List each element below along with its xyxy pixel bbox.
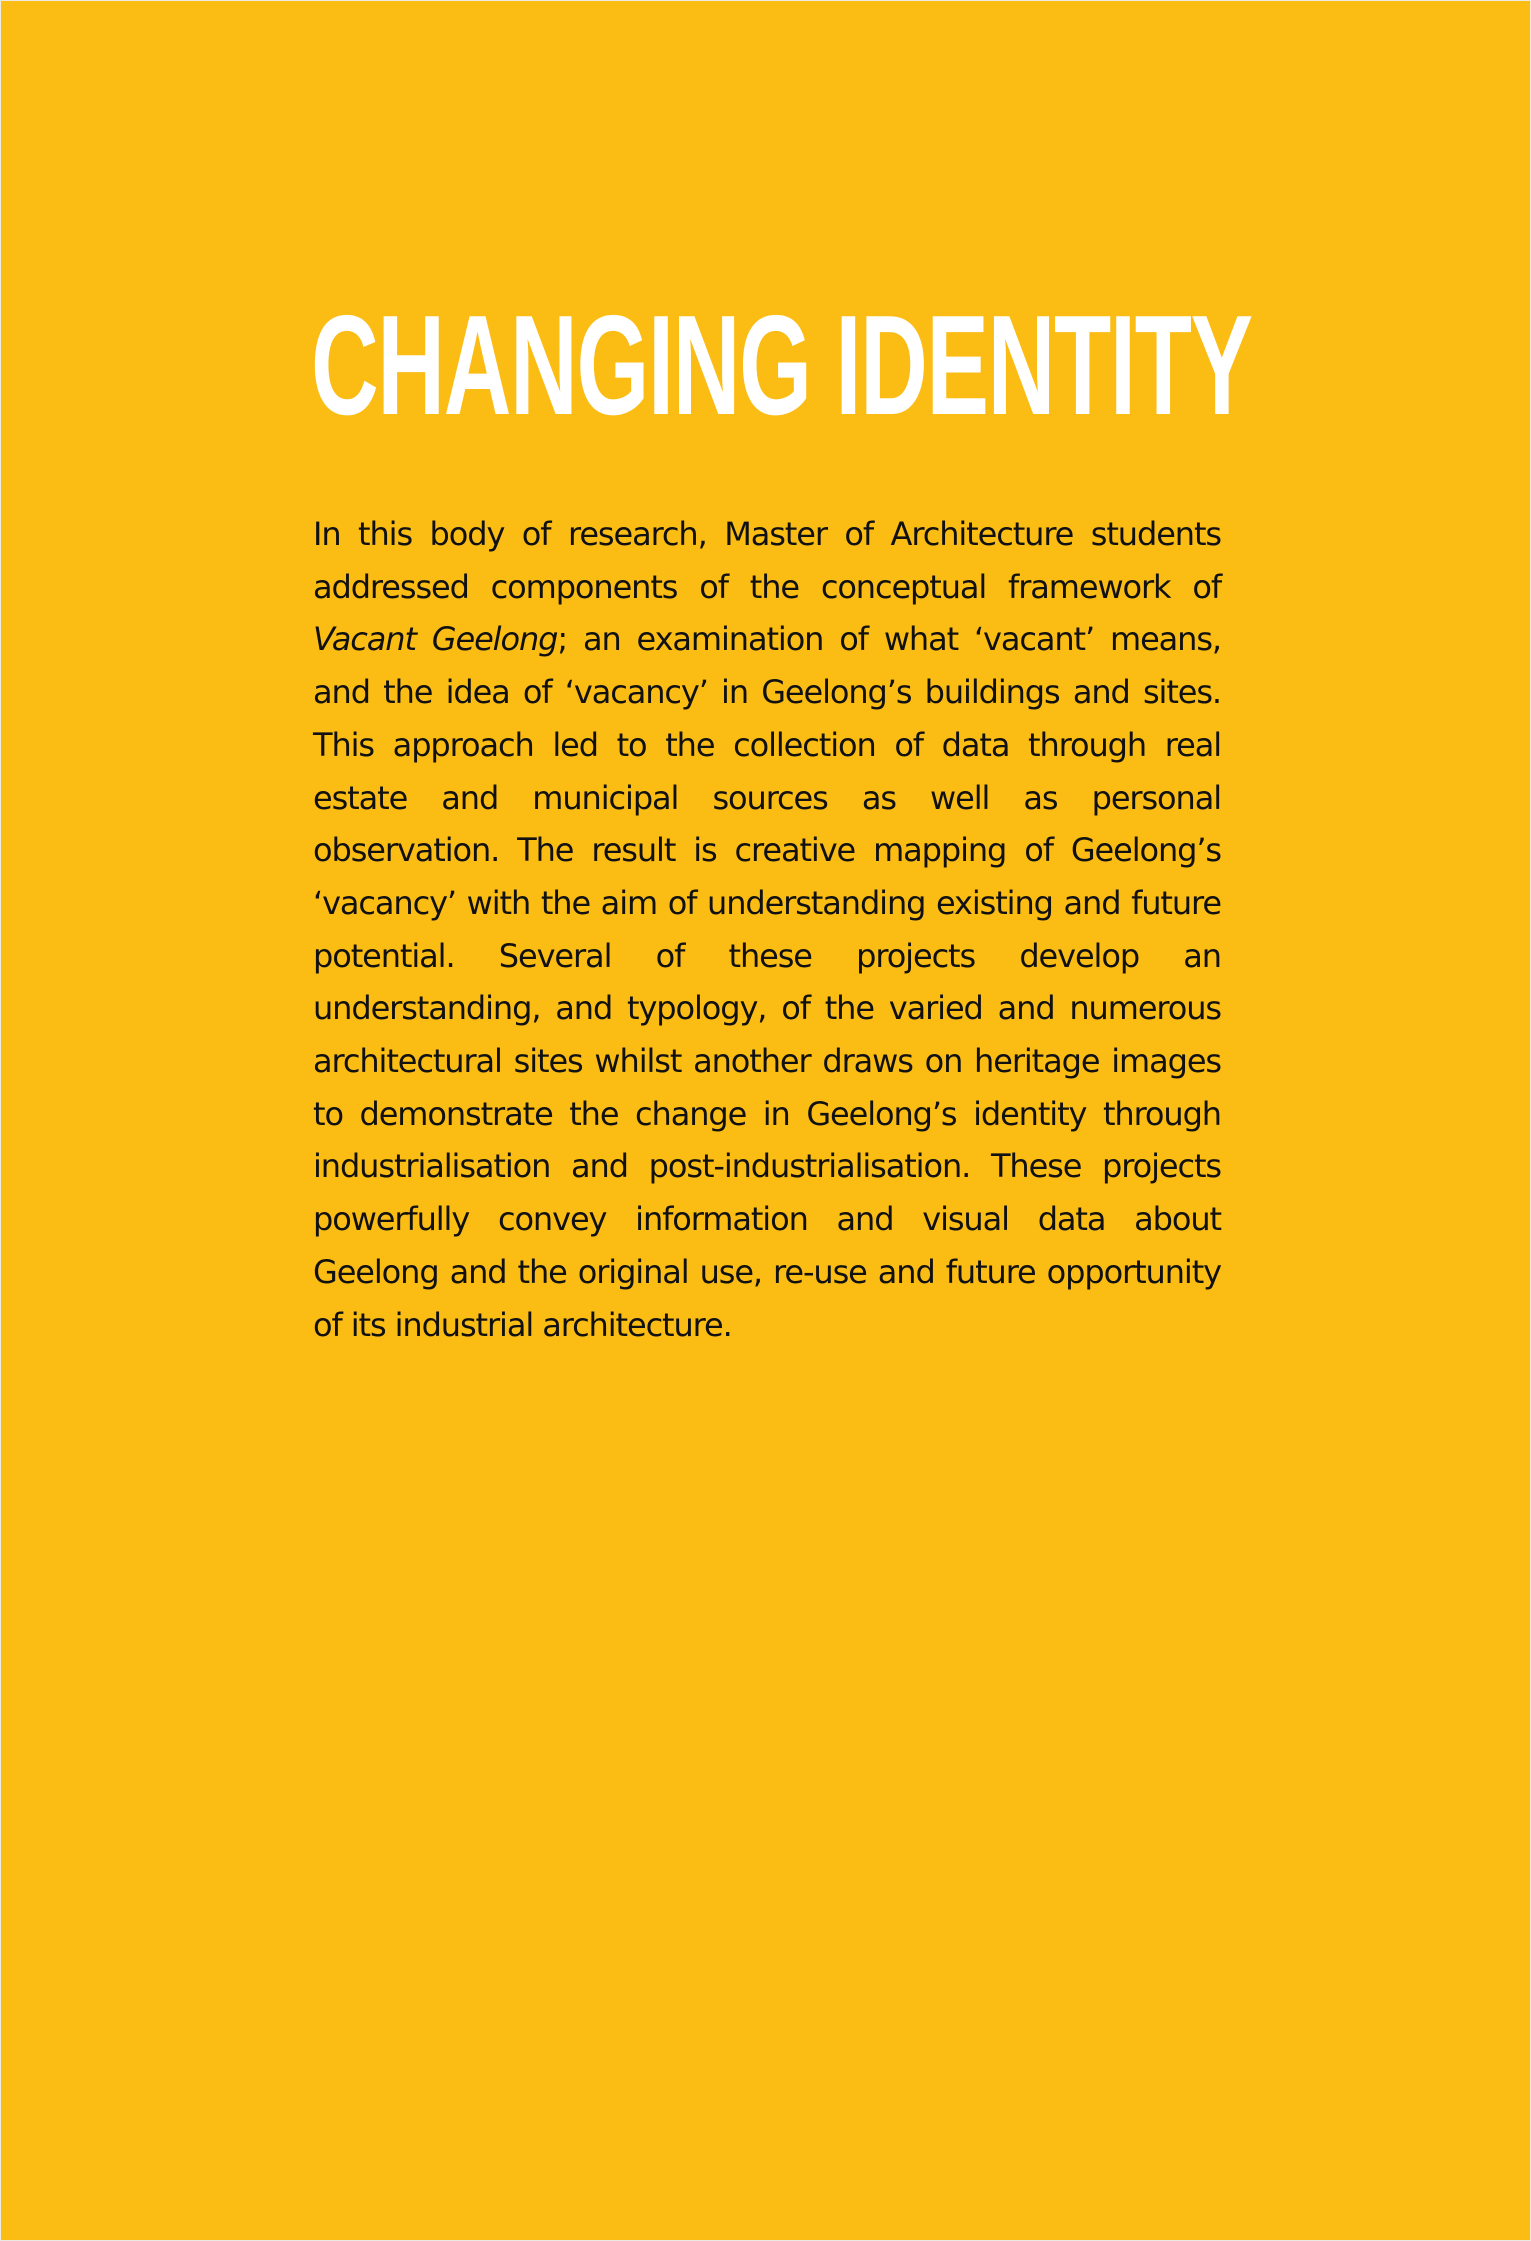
body-italic-term: Vacant Geelong: [313, 620, 558, 659]
page-title: CHANGING IDENTITY: [311, 286, 1252, 445]
body-rest-text: ; an examination of what ‘vacant’ means, and the idea of ‘vacancy’ in Geelong’s buildings and sites. This approach led to the collection of data through real estate and municipal sources as well as personal observation. The result is creative mapping of Geelong’s ‘vacancy’ with the aim of understanding existing and future potential. Several of these projects develop an understanding, and typology, of the varied and numerous architectural sites whilst another draws on heritage images to demonstrate the change in Geelong’s identity through industrialisation and post-industrialisation. These projects powerfully convey information and visual data about Geelong and the original use, re-use and future opportunity of its industrial architecture.: [313, 620, 1221, 1344]
body-paragraph: [313, 508, 1221, 1351]
body-intro-text: In this body of research, Master of Architecture students addressed components of the conceptual framework of: [313, 515, 1221, 606]
